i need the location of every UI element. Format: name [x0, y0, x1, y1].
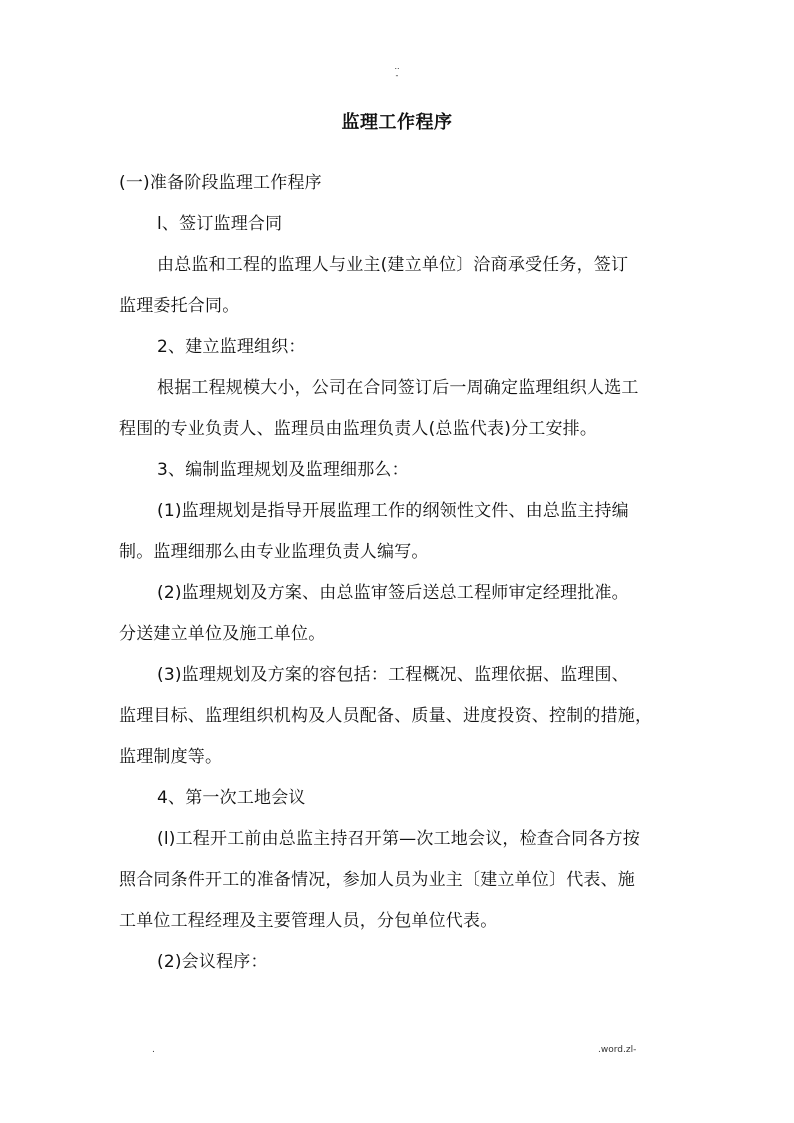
- header-mark: .. -: [394, 62, 400, 80]
- text-line: 分送建立单位及施工单位。: [119, 624, 326, 644]
- text-line: 3、编制监理规划及监理细那么：: [157, 460, 409, 480]
- text-line: 监理目标、监理组织机构及人员配备、质量、进度投资、控制的措施，: [119, 706, 653, 726]
- text-line: 由总监和工程的监理人与业主(建立单位〕洽商承受任务，签订: [157, 255, 629, 275]
- footer-left-mark: .: [152, 1045, 155, 1055]
- document-body: [119, 168, 681, 988]
- text-line: 制。监理细那么由专业监理负责人编写。: [119, 542, 429, 562]
- text-line: (2)监理规划及方案、由总监审签后送总工程师审定经理批准。: [157, 583, 629, 603]
- text-line: l、签订监理合同: [157, 214, 283, 234]
- text-line: 根据工程规模大小，公司在合同签订后一周确定监理组织人选工: [157, 378, 639, 398]
- footer-right-mark: .word.zl-: [598, 1045, 637, 1055]
- text-line: 2、建立监理组织：: [157, 337, 306, 357]
- text-line: 4、第一次工地会议: [157, 788, 306, 808]
- text-line: 程围的专业负责人、监理员由监理负责人(总监代表)分工安排。: [119, 419, 598, 439]
- text-line: 监理制度等。: [119, 747, 223, 767]
- text-line: (一)准备阶段监理工作程序: [119, 173, 322, 193]
- text-line: (1)监理规划是指导开展监理工作的纲领性文件、由总监主持编: [157, 501, 629, 521]
- text-line: (2)会议程序：: [157, 952, 268, 972]
- document-title: 监理工作程序: [341, 112, 453, 133]
- text-line: 监理委托合同。: [119, 296, 240, 316]
- text-line: (l)工程开工前由总监主持召开第—次工地会议，检查合同各方按: [157, 829, 640, 849]
- text-line: 工单位工程经理及主要管理人员，分包单位代表。: [119, 911, 498, 931]
- text-line: 照合同条件开工的准备情况，参加人员为业主〔建立单位〕代表、施: [119, 870, 635, 890]
- text-line: (3)监理规划及方案的容包括：工程概况、监理依据、监理围、: [157, 665, 629, 685]
